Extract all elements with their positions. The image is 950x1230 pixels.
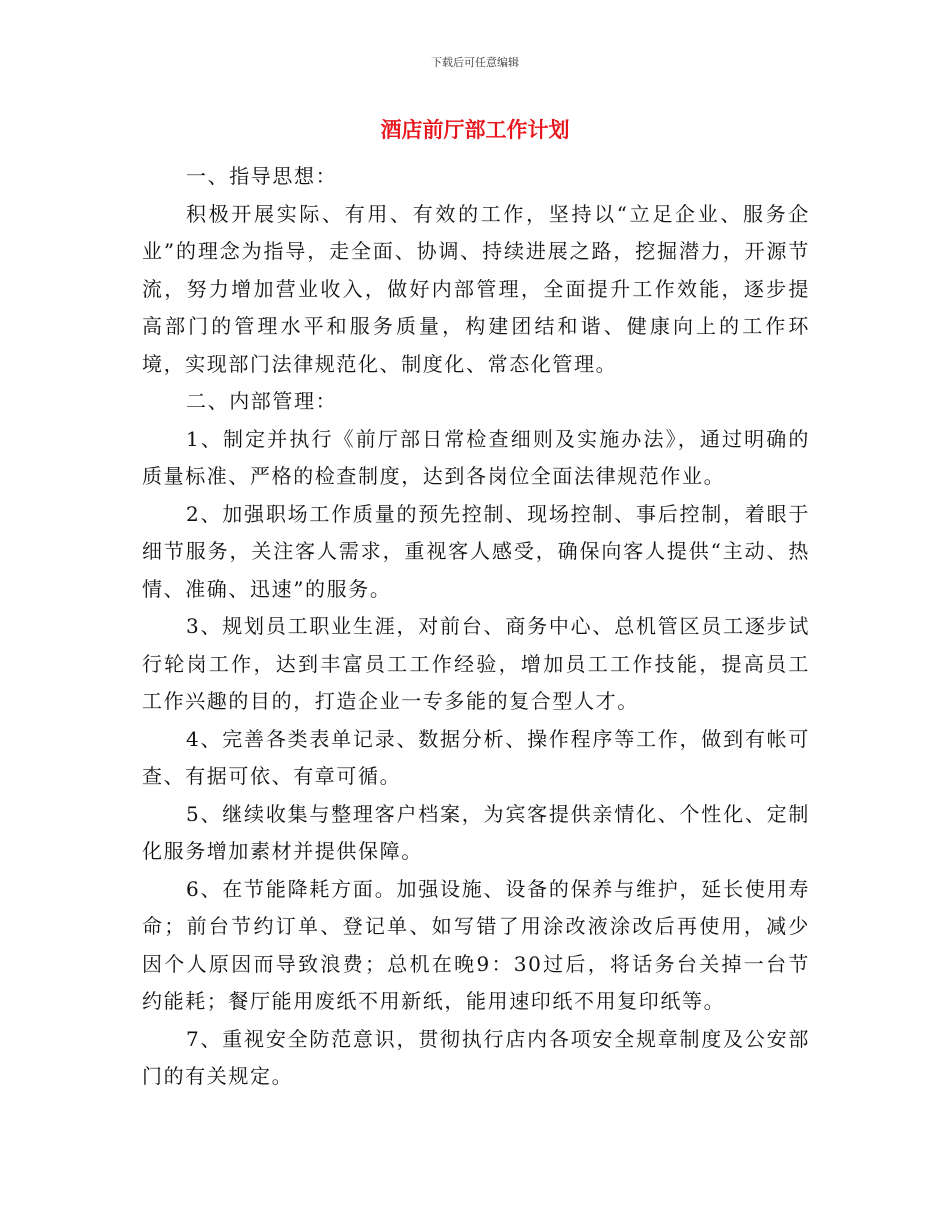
paragraph-item-4: 4、完善各类表单记录、数据分析、操作程序等工作，做到有帐可查、有据可依、有章可循。 [142, 726, 810, 788]
document-body [142, 158, 810, 1096]
paragraph-item-2: 2、加强职场工作质量的预先控制、现场控制、事后控制，着眼于细节服务，关注客人需求，重视客人感受，确保向客人提供“主动、热情、准确、迅速”的服务。 [142, 501, 810, 601]
header-note: 下载后可任意编辑 [431, 56, 519, 69]
section-heading-guiding-ideology: 一、指导思想： [186, 164, 338, 188]
paragraph-item-1: 1、制定并执行《前厅部日常检查细则及实施办法》，通过明确的质量标准、严格的检查制度，达到各岗位全面法律规范作业。 [142, 426, 810, 488]
paragraph-item-5: 5、继续收集与整理客户档案，为宾客提供亲情化、个性化、定制化服务增加素材并提供保障。 [142, 801, 810, 863]
section-heading-internal-management: 二、内部管理： [186, 389, 338, 413]
paragraph-item-7: 7、重视安全防范意识，贯彻执行店内各项安全规章制度及公安部门的有关规定。 [142, 1026, 810, 1088]
document-title: 酒店前厅部工作计划 [380, 117, 570, 142]
paragraph-guiding-ideology: 积极开展实际、有用、有效的工作，坚持以“立足企业、服务企业”的理念为指导，走全面、协调、持续进展之路，挖掘潜力，开源节流，努力增加营业收入，做好内部管理，全面提升工作效能，逐步提高部门的管理水平和服务质量，构建团结和谐、健康向上的工作环境，实现部门法律规范化、制度化、常态化管理。 [142, 201, 810, 376]
paragraph-item-6: 6、在节能降耗方面。加强设施、设备的保养与维护，延长使用寿命；前台节约订单、登记单、如写错了用涂改液涂改后再使用，减少因个人原因而导致浪费；总机在晚9：30过后，将话务台关掉一台节约能耗；餐厅能用废纸不用新纸，能用速印纸不用复印纸等。 [142, 876, 810, 1013]
paragraph-item-3: 3、规划员工职业生涯，对前台、商务中心、总机管区员工逐步试行轮岗工作，达到丰富员工工作经验，增加员工工作技能，提高员工工作兴趣的目的，打造企业一专多能的复合型人才。 [142, 614, 810, 713]
